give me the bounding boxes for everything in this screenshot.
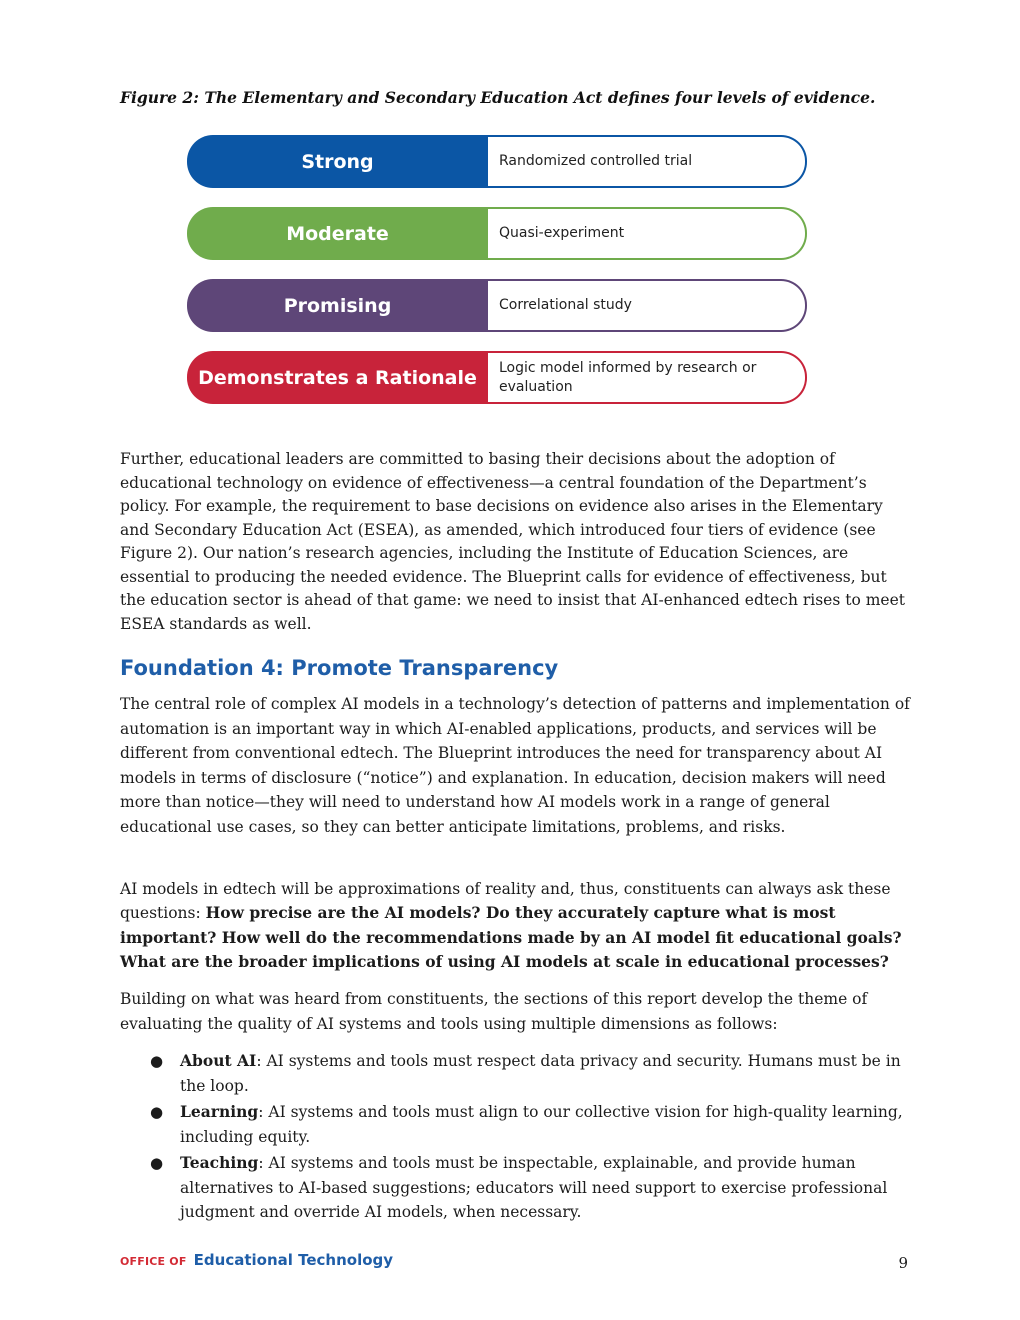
body-paragraph-dimensions: Building on what was heard from constituents, the sections of this report develop the theme of evaluating the quality of AI systems and tools using multiple dimensions as follows:: [120, 990, 868, 1033]
evidence-tier-promising: [187, 279, 796, 332]
figure-caption: Figure 2: The Elementary and Secondary Education Act defines four levels of evidence.: [120, 88, 876, 107]
footer-office-label: OFFICE OF: [120, 1255, 187, 1268]
list-item-term: About AI: [180, 1051, 257, 1070]
evidence-tier-moderate: [187, 207, 796, 260]
section-heading: Foundation 4: Promote Transparency: [120, 656, 559, 680]
evidence-tier-demonstrates-rationale: [187, 351, 796, 404]
list-item: [120, 1100, 910, 1149]
body-paragraph-evidence: Further, educational leaders are committed to basing their decisions about the adoption of educational technology on evidence of effectiveness—a central foundation of the Department’s policy. For example, the requirement to base decisions on evidence also arises in the Elementary and Secondary Education Act (ESEA), as amended, which introduced four tiers of evidence (see Figure 2). Our nation’s research agencies, including the Institute of Education Sciences, are essential to producing the needed evidence. The Blueprint calls for evidence of effectiveness, but the education sector is ahead of that game: we need to insist that AI-enhanced edtech rises to meet ESEA standards as well.: [120, 450, 905, 633]
page-number: 9: [898, 1254, 908, 1272]
tier-description: Logic model informed by research or evaluation: [488, 351, 807, 404]
tier-label: Moderate: [187, 207, 488, 260]
evidence-tier-strong: [187, 135, 796, 188]
list-item-text: : AI systems and tools must be inspectable, explainable, and provide human alternatives to AI-based suggestions; educators will need support to exercise professional judgment and override AI models, when necessary.: [180, 1154, 888, 1221]
bullet-icon: ●: [150, 1103, 164, 1121]
bullet-icon: ●: [150, 1052, 164, 1070]
list-item-term: Learning: [180, 1102, 259, 1121]
tier-description: Randomized controlled trial: [488, 135, 807, 188]
tier-description: Correlational study: [488, 279, 807, 332]
list-item-text: : AI systems and tools must respect data privacy and security. Humans must be in the loop.: [180, 1052, 901, 1095]
tier-label: Strong: [187, 135, 488, 188]
list-item-term: Teaching: [180, 1153, 259, 1172]
body-paragraph-questions: [120, 877, 910, 974]
bullet-icon: ●: [150, 1154, 164, 1172]
list-item-text: : AI systems and tools must align to our collective vision for high-quality learning, including equity.: [180, 1103, 903, 1146]
body-paragraph-transparency: The central role of complex AI models in a technology’s detection of patterns and implementation of automation is an important way in which AI-enabled applications, products, and services will be different from conventional edtech. The Blueprint introduces the need for transparency about AI models in terms of disclosure (“notice”) and explanation. In education, decision makers will need more than notice—they will need to understand how AI models work in a range of general educational use cases, so they can better anticipate limitations, problems, and risks.: [120, 695, 910, 836]
dimensions-list: [120, 1049, 910, 1227]
questions-intro: AI models in edtech will be approximations of reality and, thus, constituents can always ask these questions:: [120, 880, 891, 923]
tier-label: Demonstrates a Rationale: [187, 351, 488, 404]
tier-label: Promising: [187, 279, 488, 332]
list-item: [120, 1049, 910, 1098]
list-item: [120, 1151, 910, 1225]
tier-description: Quasi-experiment: [488, 207, 807, 260]
footer-brand: Educational Technology: [193, 1251, 394, 1269]
footer-logo: [120, 1250, 393, 1269]
questions-bold: How precise are the AI models? Do they accurately capture what is most important? How well do the recommendations made by an AI model fit educational goals? What are the broader implications of using AI models at scale in educational processes?: [120, 903, 902, 971]
